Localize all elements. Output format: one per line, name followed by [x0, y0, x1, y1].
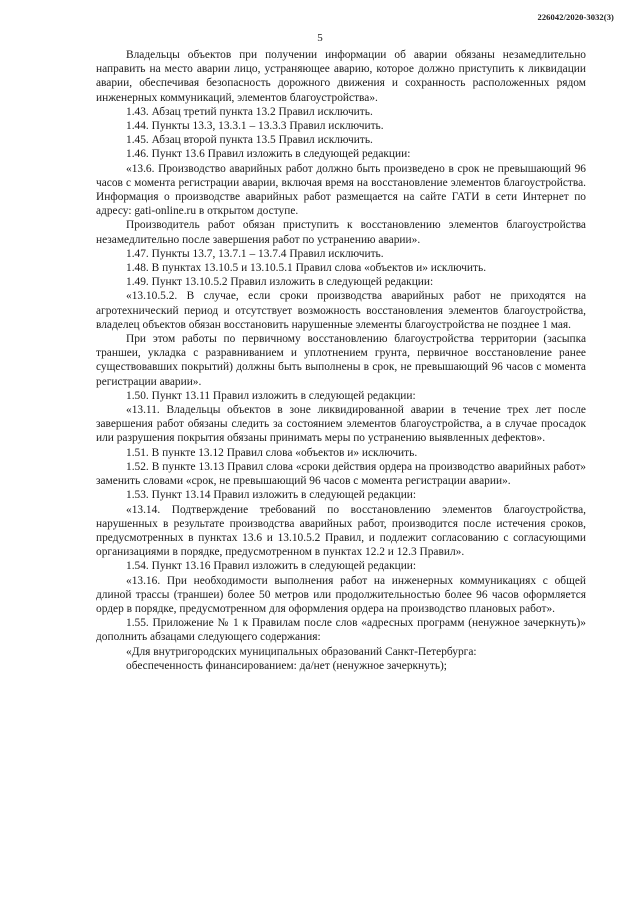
paragraph: обеспеченность финансированием: да/нет (ненужное зачеркнуть);: [126, 659, 447, 672]
paragraph: 1.48. В пунктах 13.10.5 и 13.10.5.1 Правил слова «объектов и» исключить.: [126, 262, 487, 275]
paragraph: «13.6. Производство аварийных работ должно быть произведено в срок не превышающий 96 часов с момента регистрации аварии, включая время на восстановление элементов благоустройства. Информация о производстве аварийных работ размещается на сайте ГАТИ в сети Интернет по адресу: gati-online.ru в открытом доступе.: [96, 162, 586, 218]
paragraph: 1.53. Пункт 13.14 Правил изложить в следующей редакции:: [126, 489, 417, 502]
document-body: [96, 48, 586, 673]
paragraph: 1.47. Пункты 13.7, 13.7.1 – 13.7.4 Правил исключить.: [126, 247, 384, 260]
paragraph: 1.46. Пункт 13.6 Правил изложить в следующей редакции:: [126, 148, 411, 161]
paragraph: 1.52. В пункте 13.13 Правил слова «сроки действия ордера на производство аварийных работ» заменить словами «срок, не превышающий 96 часов с момента регистрации аварии».: [96, 460, 586, 488]
paragraph: При этом работы по первичному восстановлению благоустройства территории (засыпка траншеи, укладка с разравниванием и уплотнением грунта, первичное восстановление ранее существовавших покрытий) должны быть выполнены в срок, не превышающий 96 часов с момента регистрации аварии».: [96, 333, 586, 388]
paragraph: «13.11. Владельцы объектов в зоне ликвидированной аварии в течение трех лет после завершения работ обязаны следить за состоянием элементов благоустройства, а в случае просадок или разрушения покрытия обязаны принимать меры по устранению выявленных дефектов».: [96, 404, 586, 445]
paragraph: Владельцы объектов при получении информации об аварии обязаны незамедлительно направить на место аварии лицо, устраняющее аварию, которое должно приступить к ликвидации аварии, обеспечивая безопасность дорожного движения и сохранность расположенных рядом инженерных коммуникаций, элементов благоустройства».: [96, 49, 586, 104]
paragraph: «13.16. При необходимости выполнения работ на инженерных коммуникациях с общей длиной трассы (траншеи) более 50 метров или продолжительностью более 96 часов оформляется ордер в порядке, предусмотренном для оформления ордера на производство плановых работ».: [96, 574, 586, 615]
paragraph: «Для внутригородских муниципальных образований Санкт-Петербурга:: [126, 645, 477, 658]
document-code: 226042/2020-3032(3): [537, 12, 614, 22]
paragraph: 1.51. В пункте 13.12 Правил слова «объектов и» исключить.: [126, 446, 418, 459]
page-number: 5: [317, 32, 323, 44]
paragraph: «13.14. Подтверждение требований по восстановлению элементов благоустройства, нарушенных в результате производства аварийных работ, производится после истечения сроков, предусмотренных в пунктах 13.6 и 13.10.5.2 Правил, и подлежит согласованию с согласующими организациями в порядке, предусмотренном в пунктах 12.2 и 12.3 Правил».: [96, 503, 586, 559]
paragraph: 1.50. Пункт 13.11 Правил изложить в следующей редакции:: [126, 389, 416, 402]
paragraph: Производитель работ обязан приступить к восстановлению элементов благоустройства незамедлительно после завершения работ по устранению аварии».: [96, 219, 586, 246]
paragraph: 1.45. Абзац второй пункта 13.5 Правил исключить.: [126, 134, 373, 147]
paragraph: 1.43. Абзац третий пункта 13.2 Правил исключить.: [126, 105, 373, 118]
paragraph: 1.44. Пункты 13.3, 13.3.1 – 13.3.3 Правил исключить.: [126, 120, 384, 133]
paragraph: «13.10.5.2. В случае, если сроки производства аварийных работ не приходятся на агротехнический период и отсутствует возможность восстановления элементов благоустройства, владелец объектов обязан восстановить нарушенные элементы благоустройства не позднее 1 мая.: [96, 290, 586, 331]
paragraph: 1.54. Пункт 13.16 Правил изложить в следующей редакции:: [126, 560, 417, 573]
paragraph: 1.55. Приложение № 1 к Правилам после слов «адресных программ (ненужное зачеркнуть)» дополнить абзацами следующего содержания:: [96, 617, 586, 644]
paragraph: 1.49. Пункт 13.10.5.2 Правил изложить в следующей редакции:: [126, 276, 434, 289]
